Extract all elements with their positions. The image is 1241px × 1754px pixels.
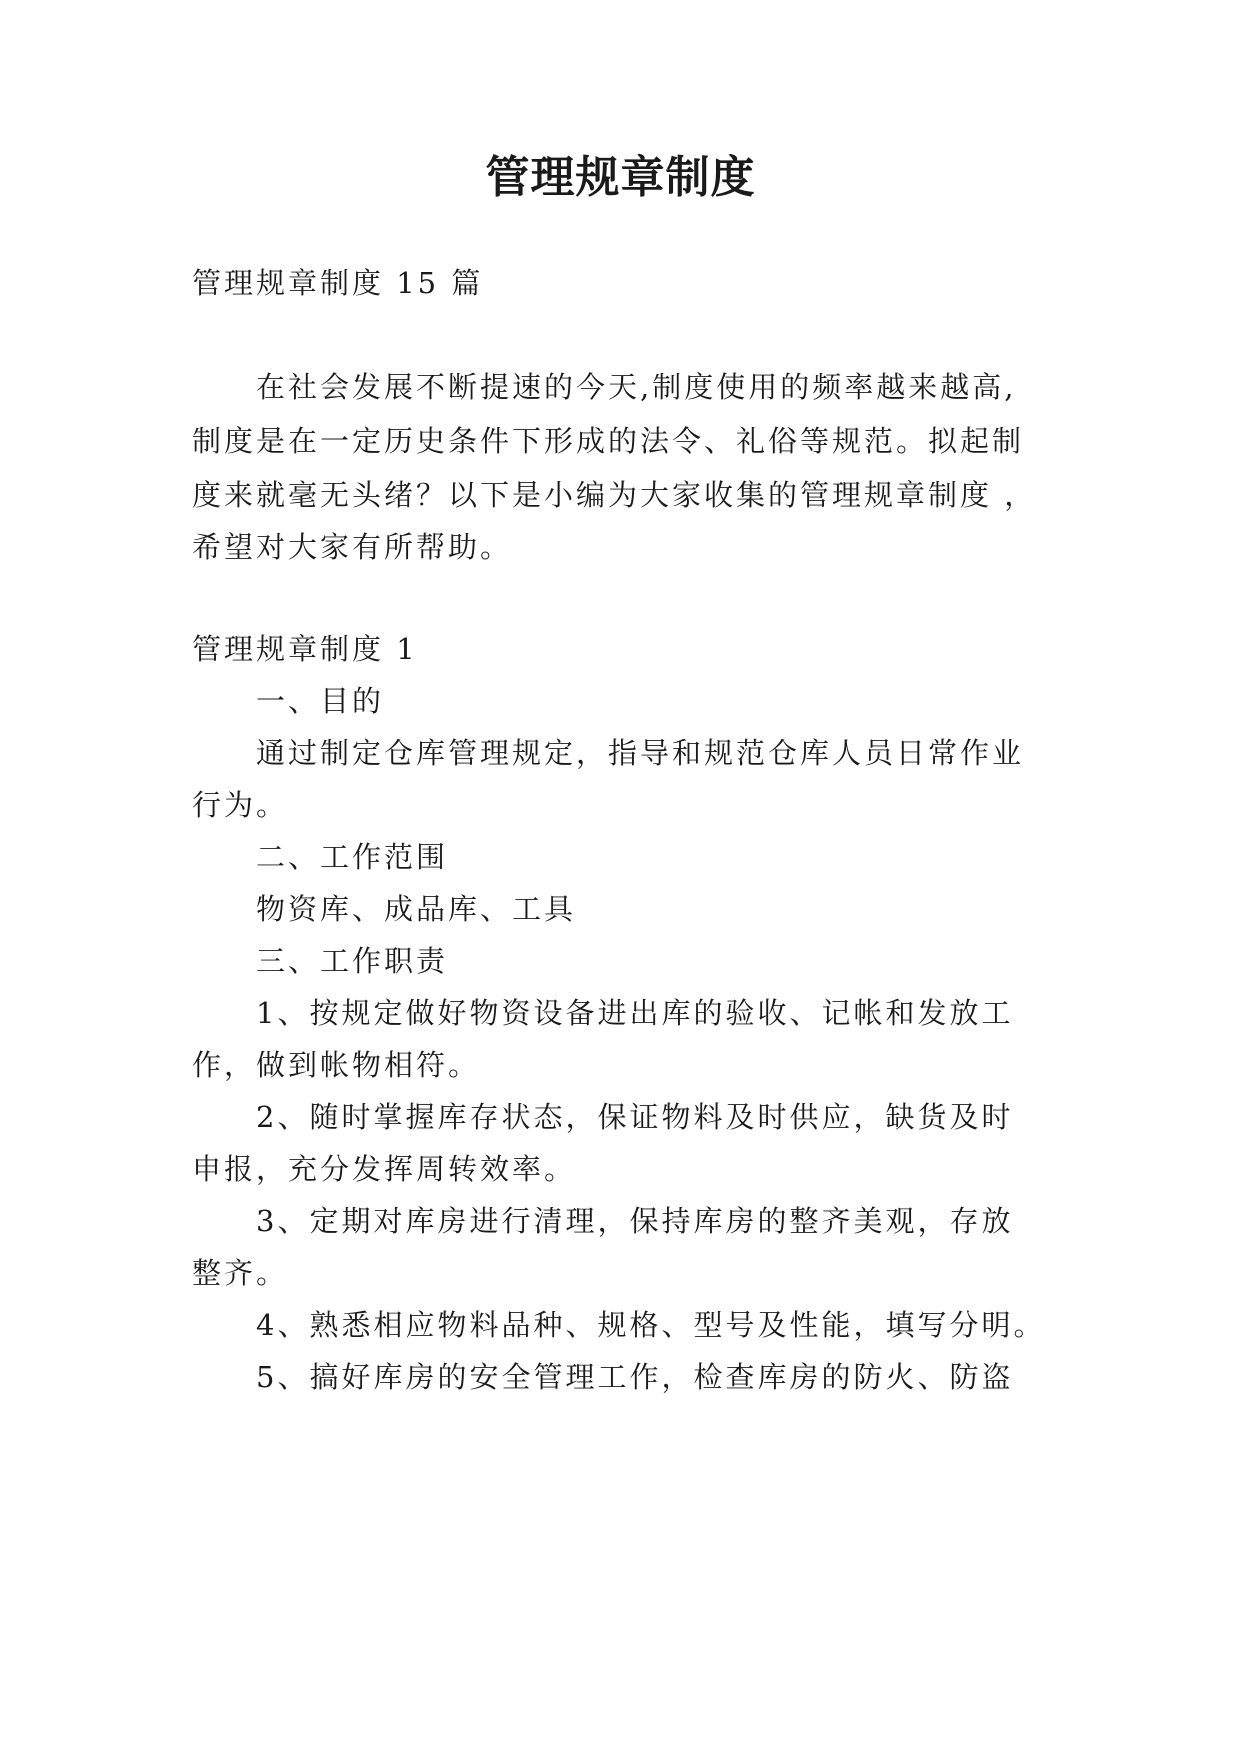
body-line: 通过制定仓库管理规定，指导和规范仓库人员日常作业 xyxy=(256,736,1025,770)
body-line: 作，做到帐物相符。 xyxy=(192,1048,481,1082)
body-line: 2、随时掌握库存状态，保证物料及时供应，缺货及时 xyxy=(256,1100,1014,1134)
body-line: 1、按规定做好物资设备进出库的验收、记帐和发放工 xyxy=(256,996,1014,1030)
intro-line: 制度是在一定历史条件下形成的法令、礼俗等规范。拟起制 xyxy=(192,424,1025,458)
intro-line: 希望对大家有所帮助。 xyxy=(192,530,513,564)
intro-line: 在社会发展不断提速的今天,制度使用的频率越来越高, xyxy=(256,370,1017,404)
document-subtitle: 管理规章制度 15 篇 xyxy=(192,266,484,300)
intro-line: 度来就毫无头绪？以下是小编为大家收集的管理规章制度 ， xyxy=(192,478,1037,512)
body-line: 三、工作职责 xyxy=(256,944,449,978)
document-title: 管理规章制度 xyxy=(485,152,756,203)
body-line: 申报，充分发挥周转效率。 xyxy=(192,1152,577,1186)
section-heading: 管理规章制度 1 xyxy=(192,632,418,666)
body-line: 4、熟悉相应物料品种、规格、型号及性能，填写分明。 xyxy=(256,1308,1046,1342)
body-line: 3、定期对库房进行清理，保持库房的整齐美观，存放 xyxy=(256,1204,1014,1238)
body-line: 一、目的 xyxy=(256,684,385,718)
body-line: 整齐。 xyxy=(192,1256,289,1290)
body-line: 二、工作范围 xyxy=(256,840,449,874)
body-line: 物资库、成品库、工具 xyxy=(256,892,577,926)
body-line: 5、搞好库房的安全管理工作，检查库房的防火、防盗 xyxy=(256,1360,1014,1394)
body-line: 行为。 xyxy=(192,788,289,822)
